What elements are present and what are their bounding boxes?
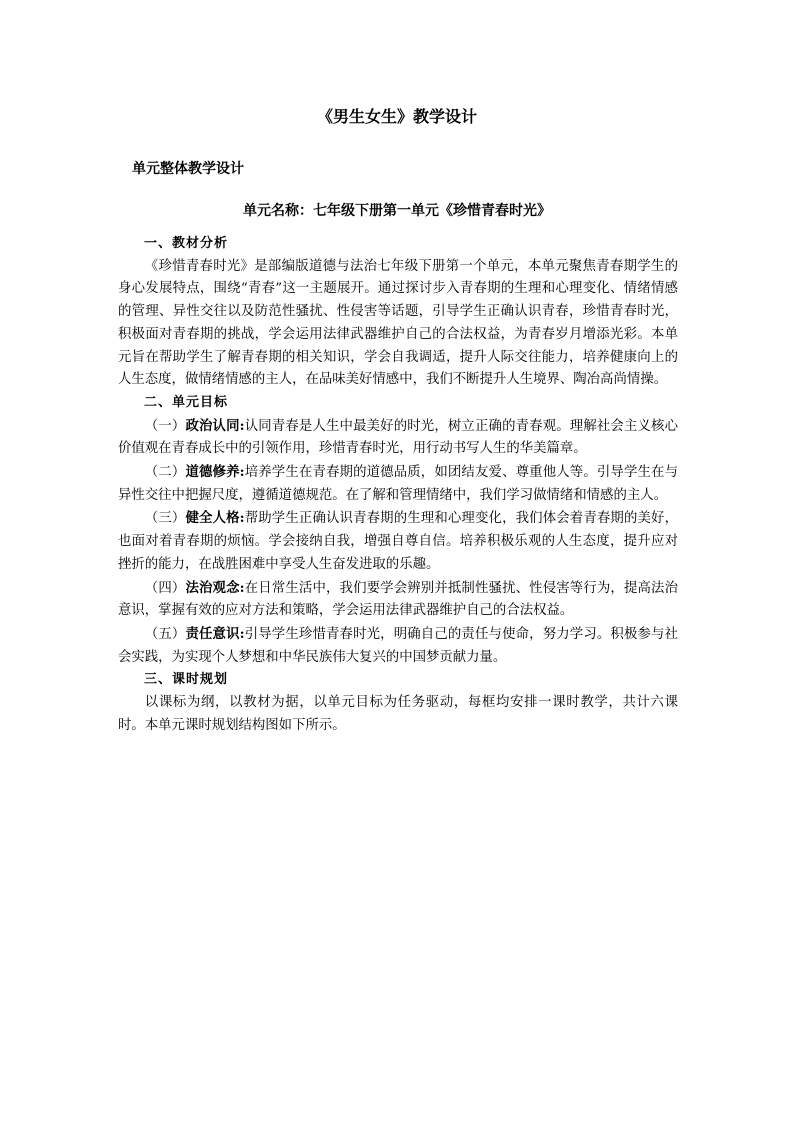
- section-heading-goals: 二、单元目标: [144, 394, 229, 410]
- goal-number: （五）: [144, 626, 186, 642]
- goal-number: （一）: [144, 418, 186, 434]
- document-body: [118, 233, 678, 737]
- goal-label: 道德修养:: [185, 464, 245, 481]
- goal-number: （二）: [144, 465, 186, 481]
- goal-label: 政治认同:: [185, 417, 245, 434]
- goal-item: [118, 577, 678, 623]
- goal-number: （四）: [144, 580, 186, 596]
- plan-paragraph: 以课标为纲，以教材为据，以单元目标为任务驱动，每框均安排一课时教学，共计六课时。本单元课时规划结构图如下所示。: [118, 695, 678, 733]
- goal-label: 健全人格:: [185, 510, 245, 527]
- section-heading-plan: 三、课时规划: [144, 672, 229, 688]
- goal-number: （三）: [144, 511, 186, 527]
- goal-item: [118, 415, 678, 461]
- goal-text: 在日常生活中，我们要学会辨别并抵制性骚扰、性侵害等行为，提高法治意识，掌握有效的应对方法和策略，学会运用法律武器维护自己的合法权益。: [118, 580, 678, 619]
- unit-name: 单元名称：七年级下册第一单元《珍惜青春时光》: [243, 203, 551, 219]
- section-heading-analysis: 一、教材分析: [144, 236, 229, 251]
- goal-text: 帮助学生正确认识青春期的生理和心理变化，我们体会着青春期的美好，也面对着青春期的烦恼。学会接纳自我，增强自尊自信。培养积极乐观的人生态度，提升应对挫折的能力，在战胜困难中享受人生奋发进取的乐趣。: [118, 511, 678, 572]
- document-title: 《男生女生》教学设计: [316, 107, 477, 126]
- document-subtitle: 单元整体教学设计: [132, 161, 244, 177]
- goal-item: [118, 461, 678, 507]
- goal-label: 责任意识:: [185, 625, 245, 642]
- goal-text: 认同青春是人生中最美好的时光，树立正确的青春观。理解社会主义核心价值观在青春成长中的引领作用，珍惜青春时光，用行动书写人生的华美篇章。: [118, 418, 678, 457]
- analysis-paragraph: 《珍惜青春时光》是部编版道德与法治七年级下册第一个单元，本单元聚焦青春期学生的身心发展特点，围绕“青春”这一主题展开。通过探讨步入青春期的生理和心理变化、情绪情感的管理、异性交往以及防范性骚扰、性侵害等话题，引导学生正确认识青春，珍惜青春时光，积极面对青春期的挑战，学会运用法律武器维护自己的合法权益，为青春岁月增添光彩。本单元旨在帮助学生了解青春期的相关知识，学会自我调适，提升人际交往能力，培养健康向上的人生态度，做情绪情感的主人，在品味美好情感中，我们不断提升人生境界、陶冶高尚情操。: [118, 258, 678, 388]
- goal-label: 法治观念:: [185, 579, 245, 596]
- goal-text: 引导学生珍惜青春时光，明确自己的责任与使命，努力学习。积极参与社会实践，为实现个人梦想和中华民族伟大复兴的中国梦贡献力量。: [118, 626, 678, 665]
- goal-item: [118, 507, 678, 576]
- goal-item: [118, 623, 678, 669]
- goal-text: 培养学生在青春期的道德品质，如团结友爱、尊重他人等。引导学生在与异性交往中把握尺度，遵循道德规范。在了解和管理情绪中，我们学习做情绪和情感的主人。: [118, 465, 678, 503]
